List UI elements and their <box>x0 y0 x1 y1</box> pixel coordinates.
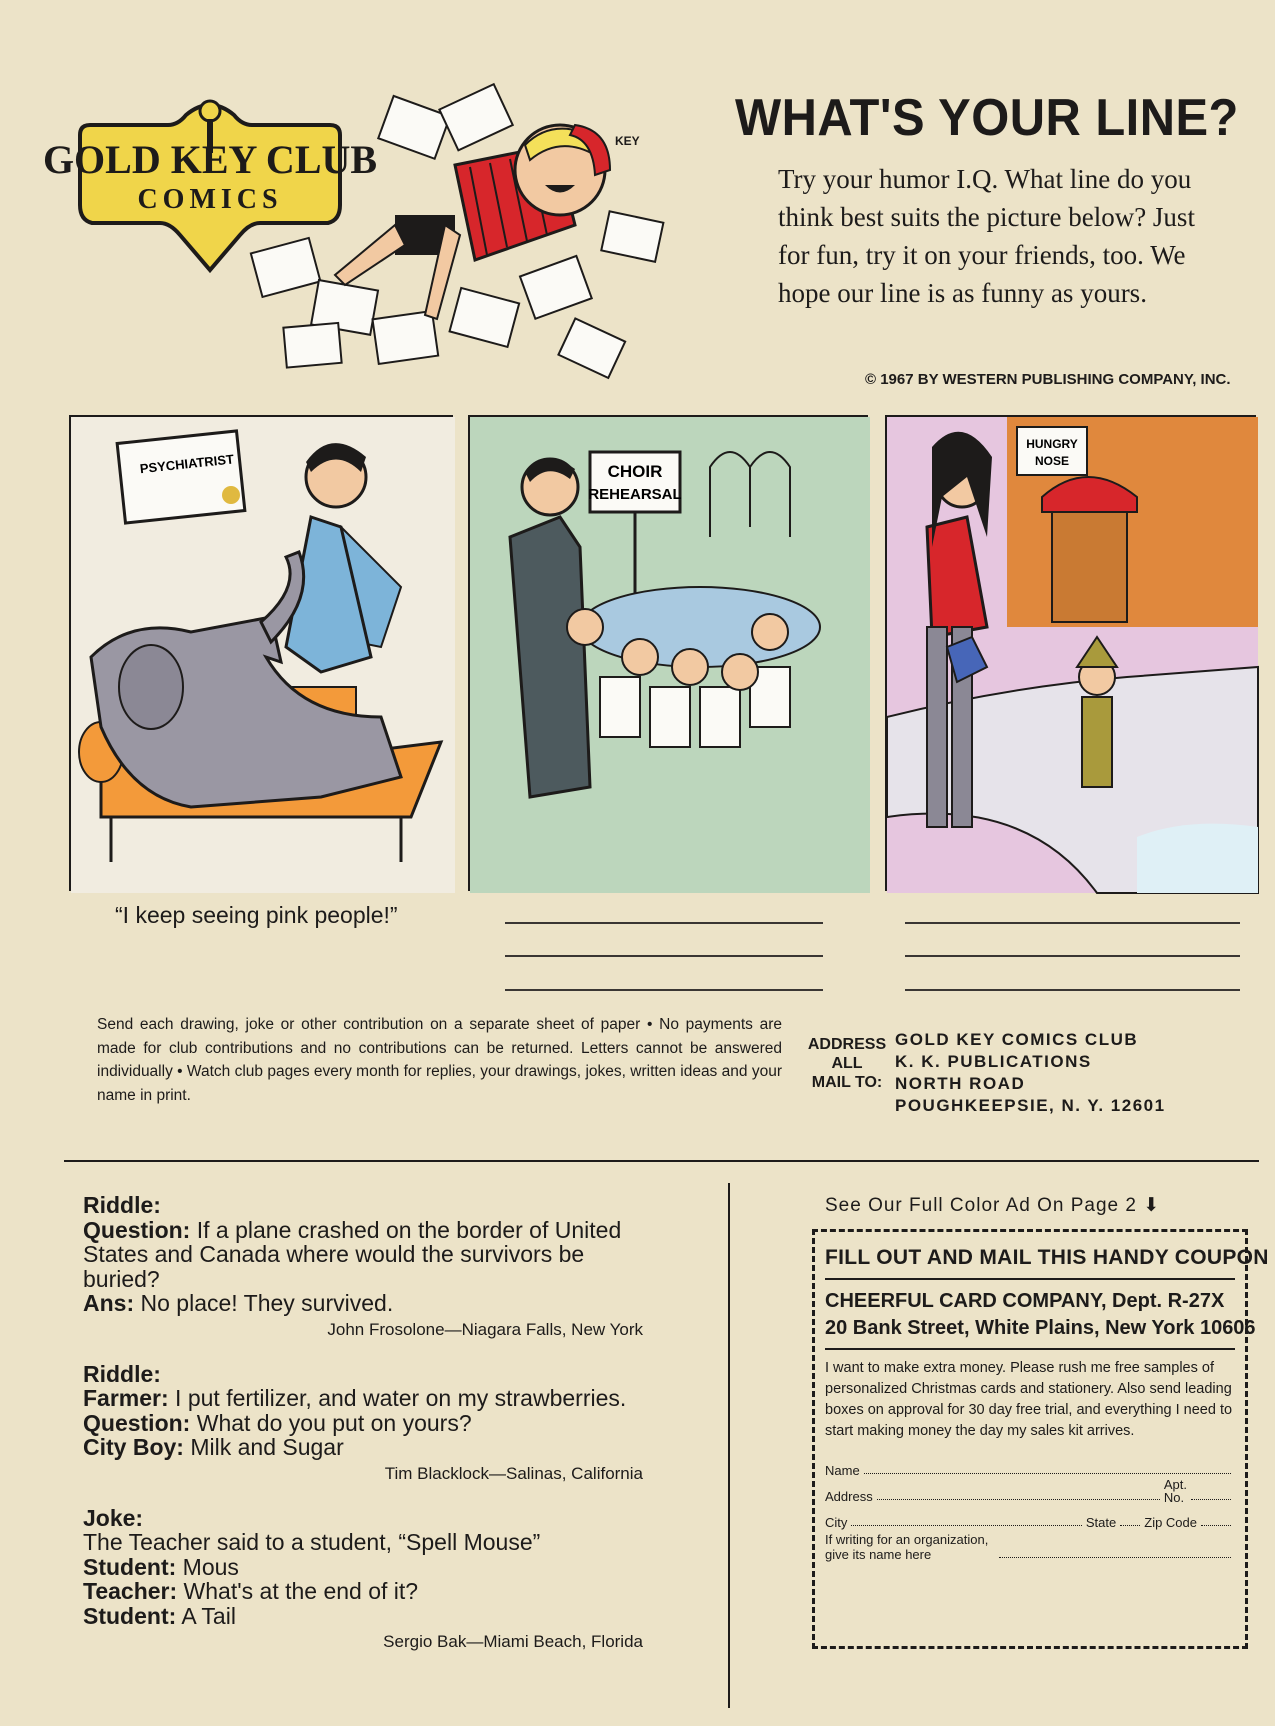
intro-text: Try your humor I.Q. What line do you think best suits the picture below? Just for fun, try it on your friends, too. We hope our line is as funny as yours. <box>778 164 1195 308</box>
club-address: GOLD KEY COMICS CLUB K. K. PUBLICATIONS NORTH ROAD POUGHKEEPSIE, N. Y. 12601 <box>895 1030 1166 1115</box>
riddles-column <box>83 1193 643 1674</box>
coupon-caption: FILL OUT AND MAIL THIS HANDY COUPON <box>825 1242 1235 1280</box>
answer-line[interactable] <box>905 922 1240 924</box>
cartoon-panel-choir <box>468 415 868 891</box>
answer-line[interactable] <box>905 955 1240 957</box>
logo-title: GOLD KEY CLUB <box>42 137 378 182</box>
answer-line[interactable] <box>505 955 823 957</box>
address-label: ADDRESS ALL MAIL TO: <box>807 1036 887 1091</box>
riddle-1: Riddle: Question: If a plane crashed on the border of United States and Canada where would the survivors be buried? Ans: No place! They survived. John Frosolone—Niagara Falls, New York <box>83 1193 643 1344</box>
coupon-body: I want to make extra money. Please rush me free samples of personalized Christmas cards and stationery. Also send leading boxes on approval for 30 day free trial, and everything I need to start making money the day my sales kit arrives. <box>825 1360 1233 1439</box>
svg-text:KEY: KEY <box>615 134 640 148</box>
riddle-credit: Sergio Bak—Miami Beach, Florida <box>383 1632 643 1651</box>
see-ad-note: See Our Full Color Ad On Page 2 ⬇ <box>825 1195 1161 1216</box>
answer-line[interactable] <box>505 922 823 924</box>
logo-subtitle: COMICS <box>137 184 283 215</box>
hungry-nose-sign-line1: HUNGRY <box>1026 437 1078 451</box>
answer-line[interactable] <box>905 989 1240 991</box>
panel1-caption: “I keep seeing pink people!” <box>115 902 398 928</box>
column-divider <box>728 1183 730 1708</box>
kid-with-papers-illustration <box>225 85 735 385</box>
joke-1: Joke: The Teacher said to a student, “Spell Mouse” Student: Mous Teacher: What's at the end of it? Student: A Tail Sergio Bak—Miami Beach, Florida <box>83 1506 643 1657</box>
answer-line[interactable] <box>505 989 823 991</box>
cartoon-panel-guitarist <box>885 415 1256 891</box>
club-rules: Send each drawing, joke or other contribution on a separate sheet of paper • No payments are made for club contributions and no contributions can be returned. Letters cannot be answered individually • Watch club pages every month for replies, your drawings, jokes, written ideas and your name in print. <box>97 1016 782 1104</box>
address-field[interactable]: Address Apt. No. <box>825 1478 1235 1504</box>
riddle-2: Riddle: Farmer: I put fertilizer, and water on my strawberries. Question: What do you put on yours? City Boy: Milk and Sugar Tim Blacklock—Salinas, California <box>83 1362 643 1488</box>
choir-sign-line1: CHOIR <box>607 462 663 481</box>
arrow-down-icon: ⬇ <box>1143 1195 1161 1216</box>
hungry-nose-sign-line2: NOSE <box>1034 454 1070 468</box>
riddle-credit: John Frosolone—Niagara Falls, New York <box>327 1319 643 1339</box>
copyright-notice: © 1967 BY WESTERN PUBLISHING COMPANY, INC. <box>865 371 1231 388</box>
name-field[interactable]: Name <box>825 1452 1235 1478</box>
organization-field[interactable]: If writing for an organization, give its name here <box>825 1532 1235 1562</box>
choir-sign-line2: REHEARSAL <box>588 486 682 503</box>
psychiatrist-sign-text: PSYCHIATRIST <box>139 451 235 477</box>
mail-coupon[interactable] <box>812 1229 1269 1649</box>
riddle-credit: Tim Blacklock—Salinas, California <box>384 1463 643 1483</box>
section-divider <box>64 1160 1259 1162</box>
cartoon-panel-psychiatrist <box>69 415 453 891</box>
page-title: WHAT'S YOUR LINE? <box>735 89 1239 147</box>
coupon-company: CHEERFUL CARD COMPANY, Dept. R-27X 20 Bank Street, White Plains, New York 10606 <box>825 1280 1235 1350</box>
city-state-zip-field[interactable]: City State Zip Code <box>825 1504 1235 1530</box>
